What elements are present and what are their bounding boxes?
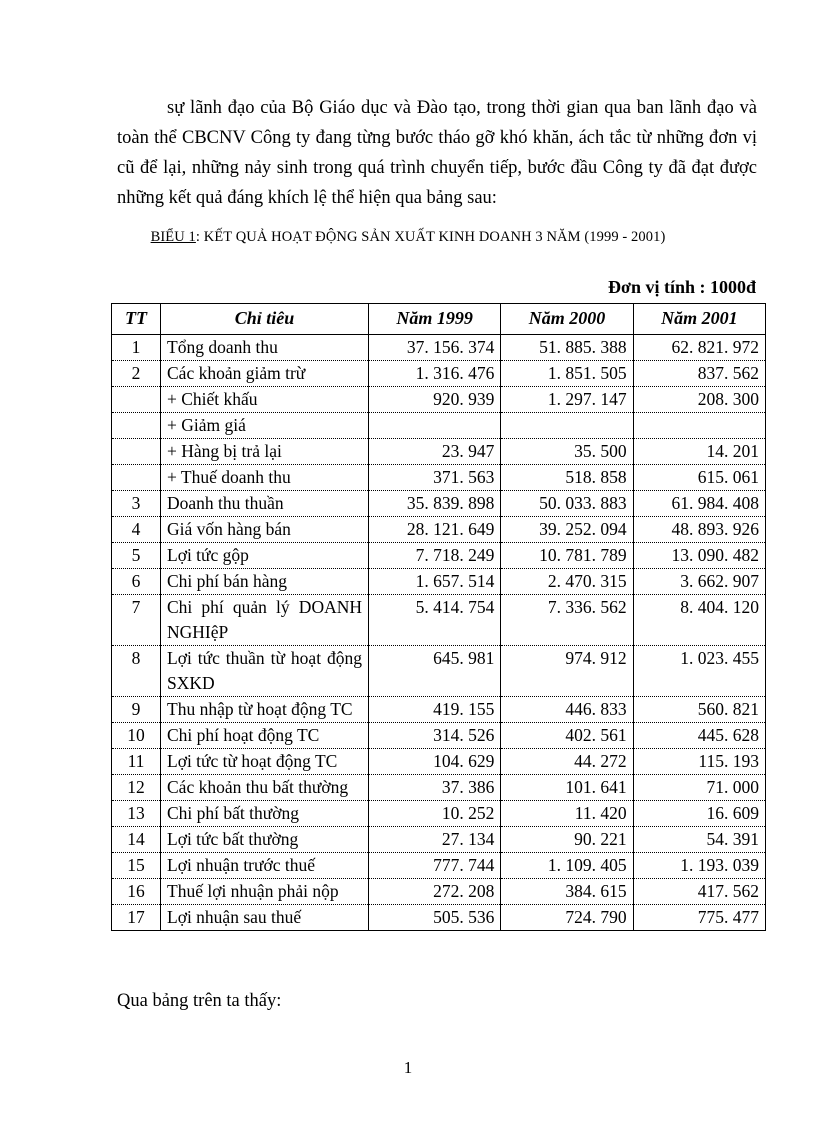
cell-year-2001: 417. 562 (633, 879, 765, 905)
table-body (112, 335, 766, 931)
cell-year-1999: 1. 316. 476 (369, 361, 501, 387)
caption-label: BIỂU 1 (150, 229, 196, 245)
cell-year-2000: 11. 420 (501, 801, 633, 827)
cell-tt (112, 465, 161, 491)
header-year-1999: Năm 1999 (369, 304, 501, 335)
cell-tt: 5 (112, 543, 161, 569)
cell-tt: 17 (112, 905, 161, 931)
cell-tt (112, 439, 161, 465)
cell-indicator: Chi phí bất thường (161, 801, 369, 827)
cell-year-2001: 61. 984. 408 (633, 491, 765, 517)
cell-indicator: + Chiết khấu (161, 387, 369, 413)
cell-year-2000: 7. 336. 562 (501, 595, 633, 646)
cell-year-2001: 54. 391 (633, 827, 765, 853)
table-row (112, 543, 766, 569)
table-row (112, 801, 766, 827)
table-row (112, 465, 766, 491)
cell-year-1999: 28. 121. 649 (369, 517, 501, 543)
cell-indicator: Chi phí hoạt động TC (161, 723, 369, 749)
table-header-row (112, 304, 766, 335)
cell-year-1999: 7. 718. 249 (369, 543, 501, 569)
cell-year-2000: 1. 851. 505 (501, 361, 633, 387)
cell-tt: 13 (112, 801, 161, 827)
cell-year-2000: 51. 885. 388 (501, 335, 633, 361)
cell-indicator: + Thuế doanh thu (161, 465, 369, 491)
cell-year-1999: 371. 563 (369, 465, 501, 491)
table-row (112, 749, 766, 775)
cell-indicator: Các khoản thu bất thường (161, 775, 369, 801)
cell-indicator: Chi phí bán hàng (161, 569, 369, 595)
cell-year-1999: 505. 536 (369, 905, 501, 931)
cell-indicator: Lợi tức bất thường (161, 827, 369, 853)
cell-year-2001: 3. 662. 907 (633, 569, 765, 595)
table-row (112, 517, 766, 543)
cell-year-1999: 272. 208 (369, 879, 501, 905)
header-indicator: Chỉ tiêu (161, 304, 369, 335)
cell-indicator: Lợi tức gộp (161, 543, 369, 569)
cell-indicator: + Giảm giá (161, 413, 369, 439)
table-row (112, 595, 766, 646)
cell-indicator: Thu nhập từ hoạt động TC (161, 697, 369, 723)
cell-tt: 7 (112, 595, 161, 646)
cell-indicator: Các khoản giảm trừ (161, 361, 369, 387)
cell-tt: 1 (112, 335, 161, 361)
page-number: 1 (403, 1058, 413, 1077)
table-row (112, 439, 766, 465)
cell-indicator: Thuế lợi nhuận phải nộp (161, 879, 369, 905)
cell-year-2000: 974. 912 (501, 646, 633, 697)
header-year-2001: Năm 2001 (633, 304, 765, 335)
cell-year-2001: 62. 821. 972 (633, 335, 765, 361)
cell-year-2001: 16. 609 (633, 801, 765, 827)
cell-year-1999: 5. 414. 754 (369, 595, 501, 646)
cell-year-2001: 775. 477 (633, 905, 765, 931)
table-row (112, 775, 766, 801)
cell-year-1999: 777. 744 (369, 853, 501, 879)
cell-year-1999: 35. 839. 898 (369, 491, 501, 517)
cell-year-2000: 446. 833 (501, 697, 633, 723)
cell-tt: 11 (112, 749, 161, 775)
table-row (112, 853, 766, 879)
results-table (111, 303, 766, 931)
cell-tt: 16 (112, 879, 161, 905)
cell-year-2000: 10. 781. 789 (501, 543, 633, 569)
cell-year-2000: 724. 790 (501, 905, 633, 931)
cell-year-2001: 208. 300 (633, 387, 765, 413)
cell-year-1999: 27. 134 (369, 827, 501, 853)
cell-year-2000 (501, 413, 633, 439)
cell-indicator: Chi phí quản lý DOANH NGHIệP (161, 595, 369, 646)
cell-year-2001 (633, 413, 765, 439)
cell-indicator: + Hàng bị trả lại (161, 439, 369, 465)
cell-year-2000: 39. 252. 094 (501, 517, 633, 543)
cell-tt: 10 (112, 723, 161, 749)
cell-year-1999: 920. 939 (369, 387, 501, 413)
cell-year-2001: 48. 893. 926 (633, 517, 765, 543)
table-row (112, 361, 766, 387)
table-row (112, 723, 766, 749)
cell-year-1999: 10. 252 (369, 801, 501, 827)
intro-paragraph: sự lãnh đạo của Bộ Giáo dục và Đào tạo, trong thời gian qua ban lãnh đạo và toàn thể CBCNV Công ty đang từng bước tháo gỡ khó khăn, ách tắc từ những đơn vị cũ để lại, những nảy sinh trong quá trình chuyển tiếp, bước đầu Công ty đã đạt được những kết quả đáng khích lệ thể hiện qua bảng sau: (117, 98, 757, 208)
cell-year-2000: 1. 297. 147 (501, 387, 633, 413)
table-row (112, 879, 766, 905)
cell-indicator: Doanh thu thuần (161, 491, 369, 517)
cell-year-1999 (369, 413, 501, 439)
cell-year-2001: 8. 404. 120 (633, 595, 765, 646)
cell-tt: 12 (112, 775, 161, 801)
table-row (112, 827, 766, 853)
cell-tt: 6 (112, 569, 161, 595)
cell-indicator: Lợi nhuận sau thuế (161, 905, 369, 931)
closing-text: Qua bảng trên ta thấy: (117, 991, 282, 1011)
cell-year-2000: 1. 109. 405 (501, 853, 633, 879)
table-row (112, 569, 766, 595)
header-year-2000: Năm 2000 (501, 304, 633, 335)
cell-tt (112, 413, 161, 439)
cell-indicator: Tổng doanh thu (161, 335, 369, 361)
cell-tt: 15 (112, 853, 161, 879)
cell-tt: 4 (112, 517, 161, 543)
cell-year-1999: 645. 981 (369, 646, 501, 697)
cell-year-2000: 90. 221 (501, 827, 633, 853)
cell-year-1999: 104. 629 (369, 749, 501, 775)
cell-year-2000: 35. 500 (501, 439, 633, 465)
cell-year-1999: 37. 386 (369, 775, 501, 801)
cell-year-1999: 419. 155 (369, 697, 501, 723)
cell-tt (112, 387, 161, 413)
cell-tt: 3 (112, 491, 161, 517)
cell-indicator: Lợi nhuận trước thuế (161, 853, 369, 879)
cell-year-2001: 1. 023. 455 (633, 646, 765, 697)
cell-year-2001: 1. 193. 039 (633, 853, 765, 879)
cell-year-2001: 13. 090. 482 (633, 543, 765, 569)
cell-year-2001: 14. 201 (633, 439, 765, 465)
cell-year-2000: 402. 561 (501, 723, 633, 749)
caption-text: : KẾT QUẢ HOẠT ĐỘNG SẢN XUẤT KINH DOANH 3 NĂM (1999 - 2001) (195, 229, 666, 245)
cell-year-2000: 50. 033. 883 (501, 491, 633, 517)
table-row (112, 646, 766, 697)
cell-year-2001: 115. 193 (633, 749, 765, 775)
header-tt: TT (112, 304, 161, 335)
cell-year-2001: 615. 061 (633, 465, 765, 491)
cell-indicator: Giá vốn hàng bán (161, 517, 369, 543)
cell-year-2000: 44. 272 (501, 749, 633, 775)
table-caption (0, 229, 816, 246)
cell-year-2001: 445. 628 (633, 723, 765, 749)
unit-label: Đơn vị tính : 1000đ (608, 277, 756, 297)
cell-indicator: Lợi tức từ hoạt động TC (161, 749, 369, 775)
cell-indicator: Lợi tức thuần từ hoạt động SXKD (161, 646, 369, 697)
table-row (112, 491, 766, 517)
cell-year-2000: 384. 615 (501, 879, 633, 905)
table-row (112, 387, 766, 413)
cell-tt: 8 (112, 646, 161, 697)
table-row (112, 905, 766, 931)
table-row (112, 697, 766, 723)
cell-year-1999: 314. 526 (369, 723, 501, 749)
cell-tt: 14 (112, 827, 161, 853)
cell-year-2001: 837. 562 (633, 361, 765, 387)
cell-year-2000: 101. 641 (501, 775, 633, 801)
table-row (112, 413, 766, 439)
cell-year-2001: 560. 821 (633, 697, 765, 723)
cell-year-2001: 71. 000 (633, 775, 765, 801)
cell-tt: 9 (112, 697, 161, 723)
cell-year-1999: 23. 947 (369, 439, 501, 465)
cell-tt: 2 (112, 361, 161, 387)
cell-year-1999: 37. 156. 374 (369, 335, 501, 361)
cell-year-2000: 518. 858 (501, 465, 633, 491)
cell-year-2000: 2. 470. 315 (501, 569, 633, 595)
cell-year-1999: 1. 657. 514 (369, 569, 501, 595)
table-row (112, 335, 766, 361)
